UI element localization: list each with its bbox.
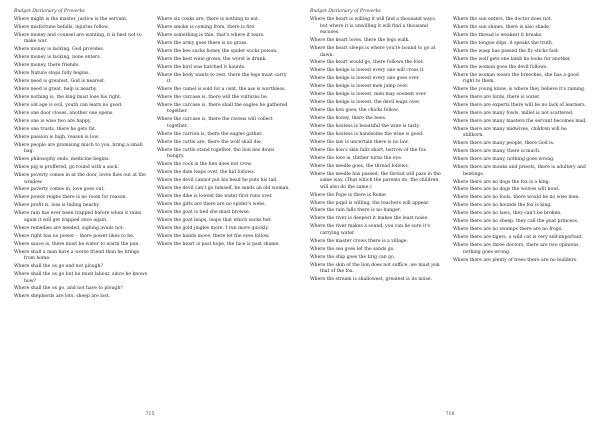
proverb-entry: Where the goat is tied she must browse. bbox=[157, 209, 251, 215]
proverb-entry: Where money is lacking, God provides. bbox=[14, 47, 105, 53]
proverb-entry: Where the river is deepest it makes the least noise. bbox=[310, 216, 429, 222]
proverb-entry: Where the cock is the hen does not crow. bbox=[157, 162, 252, 168]
proverb-entry: Where the bird was hatched it haunts. bbox=[157, 64, 246, 70]
right-page-column-1 bbox=[310, 17, 445, 285]
proverb-entry: Where the pupil is willing, the teachers will appear. bbox=[310, 200, 430, 206]
proverb-entry: Where the cattle stand together, the lion lies down hungry. bbox=[157, 147, 275, 160]
proverb-entry: Where the hostess is handsome the wine is good. bbox=[310, 131, 424, 137]
proverb-entry: Where the gold jingles more, I run more quickly. bbox=[157, 225, 269, 231]
proverb-entry: Where the heart is past hope, the face is past shame. bbox=[157, 241, 280, 247]
proverb-entry: Where shall a man have a worse friend than he brings from home. bbox=[14, 249, 140, 262]
proverb-entry: Where there are tigers, a wild cat is very self-important. bbox=[453, 235, 584, 241]
proverb-entry: Where the needle goes, the thread follows. bbox=[310, 163, 410, 169]
proverb-entry: Where the hands move, there let the eyes follow. bbox=[157, 233, 270, 239]
proverb-entry: Where need is great, help is nearby. bbox=[14, 87, 98, 93]
running-head: Budget Dictionary of Proverbs bbox=[14, 9, 85, 14]
proverb-entry: Where the bee sucks honey the spider sucks poison. bbox=[157, 48, 278, 54]
proverb-entry: Where the heart loves, there the legs walk. bbox=[310, 38, 410, 44]
proverb-entry: Where one door closes, another one opens. bbox=[14, 110, 114, 116]
proverb-entry: Where shall the ox go, and not have to plough? bbox=[14, 286, 123, 292]
proverb-entry: Where the best wine grows, the worst is drunk. bbox=[157, 56, 267, 62]
proverb-entry: Where the honey, there the bees. bbox=[310, 116, 387, 122]
proverb-entry: Where the body wants to rest, there the legs must carry it. bbox=[157, 72, 287, 85]
proverb-entry: Where poverty comes in at the door, loves flies out at the window. bbox=[14, 172, 146, 185]
proverb-entry: Where the ship goes the brig can go. bbox=[310, 254, 396, 260]
proverb-entry: Where the woman wears the breeches, she has a good right to them. bbox=[453, 72, 579, 85]
proverb-entry: Where the carrion is, there the eagles gather. bbox=[157, 131, 263, 137]
proverb-entry: Where the tongue slips, it speaks the truth. bbox=[453, 40, 554, 46]
proverb-entry: Where there are many fowls, millet is not scattered. bbox=[453, 110, 574, 116]
proverb-entry: Where smoke is coming from, there is fire. bbox=[157, 24, 256, 30]
proverb-entry: Where there are experts there will be no lack of learners. bbox=[453, 102, 587, 108]
proverb-entry: Where there are many midwives, children will be stillborn. bbox=[453, 126, 567, 139]
proverb-entry: Where there are many masters the servant becomes mad. bbox=[453, 118, 587, 124]
proverb-entry: Where the hedge is lowest every one will cross it. bbox=[310, 68, 425, 74]
proverb-entry: Where there are no laws, they can't be broken. bbox=[453, 211, 562, 217]
proverb-entry: Where the dike is lowest the water first runs over. bbox=[157, 194, 273, 199]
proverb-entry: Where there are no hounds the fox is king. bbox=[453, 203, 552, 209]
proverb-entry: Where the lion's skin falls short, borrow of the fox. bbox=[310, 147, 428, 153]
proverb-entry: Where the carcase is, there shall the eagles be gathered together. bbox=[157, 102, 288, 115]
proverb-entry: Where there are monks and priests, there is adultery and beatings. bbox=[453, 165, 586, 177]
right-page-column-2 bbox=[453, 17, 588, 285]
proverb-entry: Where the river makes a sound, you can be sure it's carrying water. bbox=[310, 224, 430, 236]
column-group bbox=[14, 17, 292, 302]
proverb-entry: Where the needle has passed, the thread will pass in the same way. (That which the parents do, the children will also do the same.) bbox=[310, 171, 441, 190]
proverb-entry: Where there are three doctors, there are two opinions, nothing goes wrong. bbox=[453, 243, 580, 255]
proverb-entry: Where old age is evil, youth can learn no good. bbox=[14, 102, 123, 108]
page-number: 716 bbox=[445, 412, 455, 417]
proverb-entry: Where there are no sheep, they call the goat princess. bbox=[453, 219, 579, 225]
proverb-entry: Where the girls are there are no spider's webs. bbox=[157, 201, 266, 207]
proverb-entry: Where there are many, nothing goes wrong. bbox=[453, 157, 555, 163]
proverb-entry: Where the dam leaps over, the kid follows. bbox=[157, 170, 256, 176]
proverb-entry: Where philosophy ends, medicine begins. bbox=[14, 157, 110, 163]
proverb-entry: Where there are no fools, there would be no wise men. bbox=[453, 195, 580, 201]
proverb-entry: Where the master crows there is a village. bbox=[310, 238, 408, 244]
proverb-entry: Where shall the ox go and not plough? bbox=[14, 264, 103, 270]
proverb-entry: Where the devil can't go himself, he sends an old woman. bbox=[157, 186, 290, 192]
proverb-entry: Where six cooks are, there is nothing to eat. bbox=[157, 17, 260, 22]
proverb-entry: Where the law is uncertain there is no law. bbox=[310, 139, 409, 145]
proverb-entry: Where the love is, thither turns the eye. bbox=[310, 155, 403, 161]
proverb-entry: Where the carcase is, there the ravens will collect together. bbox=[157, 117, 273, 129]
proverb-entry: Where there are many people, there God is. bbox=[453, 141, 555, 147]
proverb-entry: Where Nature stops folly begins. bbox=[14, 71, 90, 77]
column-group bbox=[310, 17, 588, 285]
proverb-entry: Where the woman goes the devil follows. bbox=[453, 64, 548, 70]
proverb-entry: Where one trusts, there he gets fat. bbox=[14, 126, 97, 132]
proverb-entry: Where right has no power – there power likes to be. bbox=[14, 233, 135, 239]
proverb-entry: Where the hostess is beautiful the wine is tasty. bbox=[310, 123, 421, 129]
proverb-entry: Where profit is, loss is hiding nearby. bbox=[14, 203, 100, 209]
proverb-entry: Where there are plenty of trees there are no builders. bbox=[453, 257, 578, 263]
proverb-entry: Where pig is proffered, go round with a sack. bbox=[14, 165, 119, 171]
proverb-entry: Where shall the ox go but he must labour, since he knows how? bbox=[14, 271, 148, 284]
proverb-entry: Where the hedge is lowest men jump over. bbox=[310, 84, 409, 90]
proverb-entry: Where the army goes there is no grass. bbox=[157, 40, 248, 46]
proverb-entry: Where the wasp has passed the fly sticks fast. bbox=[453, 48, 560, 54]
proverb-entry: Where sauce is, there must be water to warm the pan. bbox=[14, 241, 140, 247]
proverb-entry: Where money and counsel are wanting, it is best not to make war. bbox=[14, 32, 142, 45]
proverb-entry: Where the young know, is where they believe it's raining. bbox=[453, 87, 586, 93]
page-number: 715 bbox=[145, 412, 155, 417]
proverb-entry: Where the heart is willing it will find a thousand ways, but where it is unwilling it will find a thousand excuses. bbox=[310, 17, 437, 36]
proverb-entry: Where the thread is weakest it breaks. bbox=[453, 32, 543, 38]
proverb-entry: Where power reigns there is no room for reason. bbox=[14, 195, 127, 201]
proverb-entry: Where the heart sleeps is where you're bound to go at dawn. bbox=[310, 45, 436, 58]
proverb-entry: Where there are no swamps there are no frogs. bbox=[453, 227, 563, 233]
proverb-entry: Where the skin of the lion does not suffice, we must join that of the fox. bbox=[310, 262, 440, 275]
proverb-entry: Where there are birds, there is water. bbox=[453, 94, 541, 100]
proverb-entry: Where the hedge is lowest, the devil leaps over. bbox=[310, 100, 421, 106]
proverb-entry: Where the camel is sold for a cent, the ass is worthless. bbox=[157, 87, 286, 93]
proverb-entry: Where the hen goes, the chicks follow. bbox=[310, 108, 399, 114]
proverb-entry: Where something is thin, that's where it tears. bbox=[157, 32, 265, 38]
left-page-column-2 bbox=[157, 17, 292, 302]
proverb-entry: Where money, there friends. bbox=[14, 63, 80, 69]
right-page bbox=[300, 0, 600, 424]
proverb-entry: Where the devil cannot put his head he puts his tail. bbox=[157, 178, 278, 184]
proverb-entry: Where misfortune befalls, injuries follow. bbox=[14, 24, 109, 30]
left-page-column-1 bbox=[14, 17, 149, 302]
proverb-entry: Where there are no dogs the wolves will howl. bbox=[453, 187, 560, 193]
proverb-entry: Where there are many, there is much. bbox=[453, 149, 541, 155]
proverb-entry: Where one is wise two are happy. bbox=[14, 118, 92, 124]
proverb-entry: Where the hedge is lowest, men may soonest over. bbox=[310, 92, 427, 98]
proverb-entry: Where the cattle are, there the wolf shall die. bbox=[157, 139, 263, 145]
proverb-entry: Where might is the master, justice is the servant. bbox=[14, 17, 128, 22]
proverb-entry: Where need is greatest, God is nearest. bbox=[14, 79, 106, 85]
proverb-entry: Where there are no dogs the fox is a king. bbox=[453, 179, 551, 185]
proverb-entry: Where the rain falls there is no hunger. bbox=[310, 208, 401, 214]
proverb-entry: Where money is lacking, none enters. bbox=[14, 55, 101, 61]
proverb-entry: Where the heart would go, there follows the foot. bbox=[310, 60, 424, 66]
proverb-entry: Where remedies are needed, sighing avails not. bbox=[14, 225, 125, 231]
proverb-entry: Where the Pope is there is Rome. bbox=[310, 192, 387, 198]
proverb-entry: Where the sea goes let the sands go. bbox=[310, 246, 395, 252]
running-head: Budget Dictionary of Proverbs bbox=[310, 9, 381, 14]
proverb-entry: Where people are promising much to you, bring a small bag. bbox=[14, 142, 143, 155]
proverb-entry: Where rain has ever been trapped before when it rains again it will get trapped once again. bbox=[14, 211, 142, 223]
proverb-entry: Where shepherds are lots, sheep are lost. bbox=[14, 294, 111, 300]
proverb-entry: Where the wolf gets one lamb he looks for another. bbox=[453, 56, 572, 62]
proverb-entry: Where the stream is shallowest, greatest is its noise. bbox=[310, 277, 432, 283]
proverb-entry: Where passion is high, reason is low. bbox=[14, 134, 100, 140]
proverb-entry: Where the sun enters, the doctor does not. bbox=[453, 17, 552, 22]
proverb-entry: Where poverty comes in, love goes out. bbox=[14, 187, 105, 193]
proverb-entry: Where the sun shines, there is also shade. bbox=[453, 24, 551, 30]
proverb-entry: Where nothing is, the king must lose his right. bbox=[14, 94, 122, 100]
proverb-entry: Where the goat leaps, leaps that which sucks her. bbox=[157, 217, 272, 223]
proverb-entry: Where the hedge is lowest every one goes over. bbox=[310, 76, 420, 82]
proverb-entry: Where the carcase is, there will the vultures be. bbox=[157, 94, 269, 100]
